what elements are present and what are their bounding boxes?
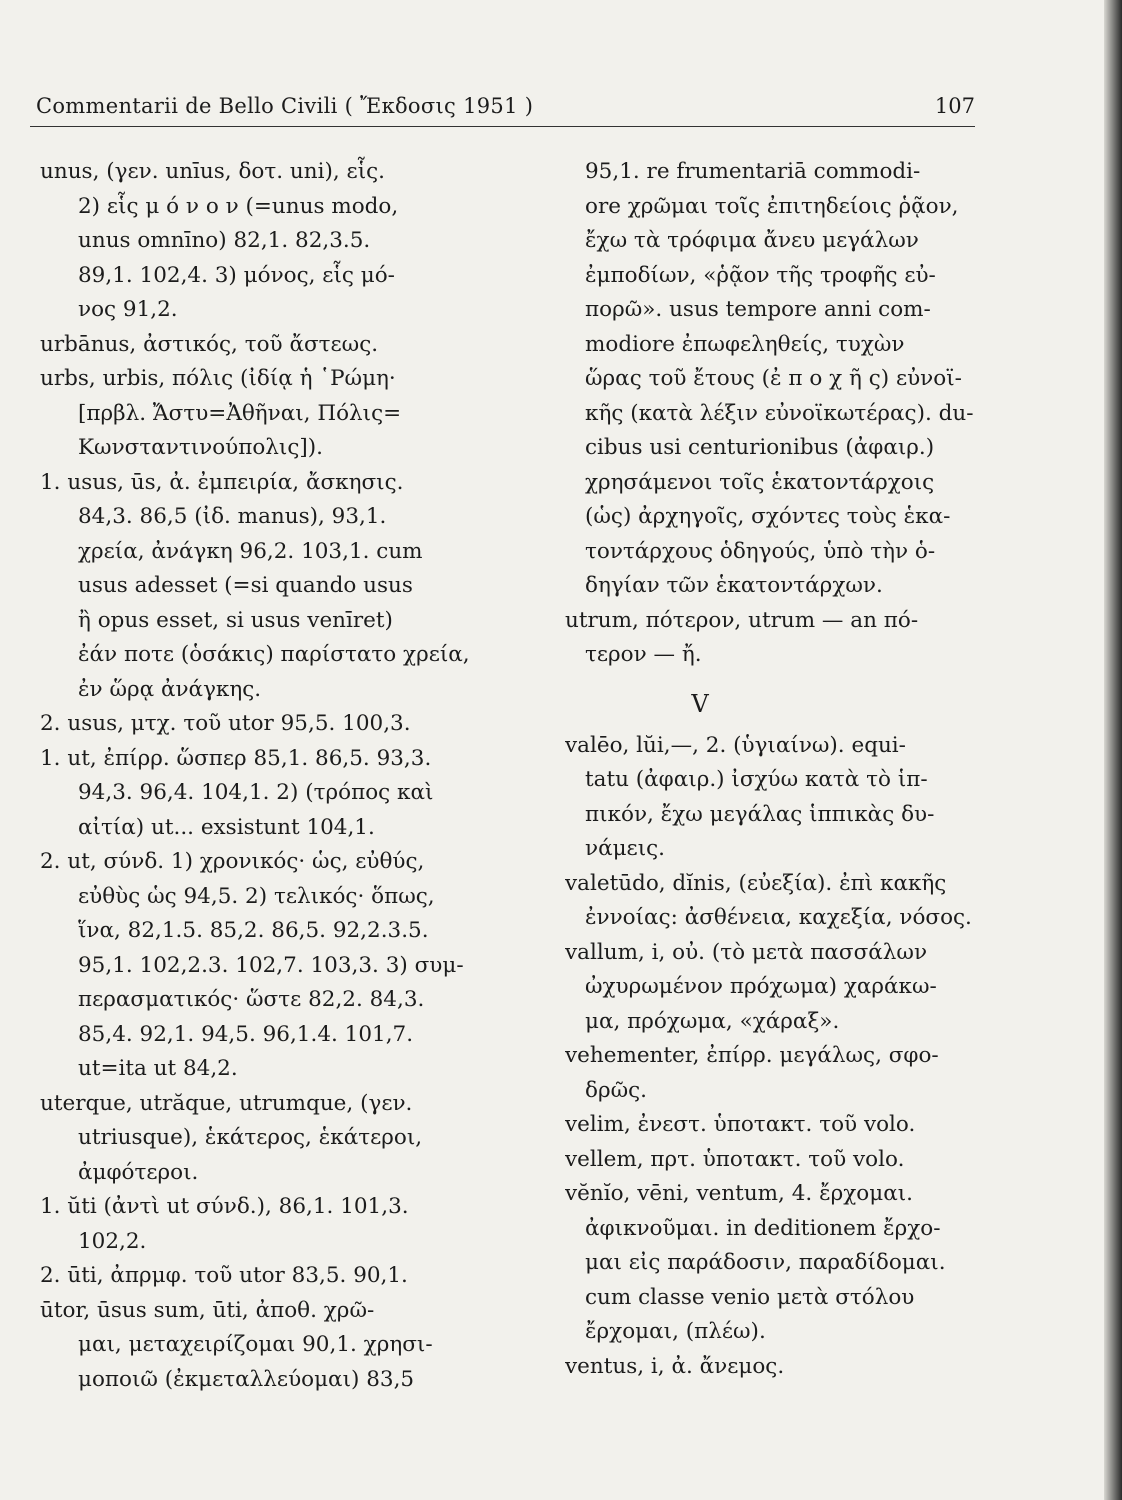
entry-continuation-line: δηγίαν τῶν ἑκατοντάρχων.: [585, 573, 883, 598]
entry-continuation-line: μαι, μεταχειρίζομαι 90,1. χρησι-: [78, 1332, 433, 1357]
right-column-v-entries: [565, 729, 985, 1385]
header-title: Commentarii de Bello Civili ( Ἔκδοσις 1951 ): [36, 94, 534, 118]
entry-continuation-line: μα, πρόχωμα, «χάραξ».: [585, 1008, 840, 1034]
right-column-entries: [565, 155, 985, 673]
entry-headword-line: vĕnĭo, vēni, ventum, 4. ἔρχομαι.: [565, 1181, 913, 1206]
entry-continuation-line: ἐννοίας: ἀσθένεια, καχεξία, νόσος.: [585, 905, 972, 930]
entry-headword-line: valetūdo, dĭnis, (εὐεξία). ἐπὶ κακῆς: [565, 870, 947, 896]
entry-headword-line: unus, (γεν. unīus, δοτ. uni), εἷς.: [40, 159, 385, 184]
page-number: 107: [934, 94, 975, 118]
entry-continuation-line: ut=ita ut 84,2.: [78, 1056, 238, 1081]
entry-headword-line: ūtor, ūsus sum, ūti, ἀποθ. χρῶ-: [40, 1297, 375, 1323]
entry-continuation-line: χρεία, ἀνάγκη 96,2. 103,1. cum: [78, 538, 423, 564]
entry-continuation-line: ὠχυρωμένον πρόχωμα) χαράκω-: [585, 974, 937, 999]
entry-continuation-line: unus omnīno) 82,1. 82,3.5.: [78, 228, 371, 253]
entry-continuation-line: 84,3. 86,5 (ἰδ. manus), 93,1.: [78, 504, 387, 529]
entry-continuation-line: εὐθὺς ὡς 94,5. 2) τελικός· ὅπως,: [78, 883, 435, 909]
entry-continuation-line: Κωνσταντινούπολις]).: [78, 435, 324, 460]
left-column: [40, 155, 530, 1397]
entry-continuation-line: ἀφικνοῦμαι. in deditionem ἔρχο-: [585, 1215, 941, 1241]
entry-continuation-line: cibus usi centurionibus (ἀφαιρ.): [585, 435, 935, 460]
entry-headword-line: urbs, urbis, πόλις (ἰδίᾳ ἡ ῾Ρώμη·: [40, 366, 396, 391]
entry-continuation-line: περασματικός· ὥστε 82,2. 84,3.: [78, 987, 425, 1012]
entry-continuation-line: μοποιῶ (ἐκμεταλλεύομαι) 83,5: [78, 1366, 415, 1392]
entry-continuation-line: 94,3. 96,4. 104,1. 2) (τρόπος καὶ: [78, 780, 434, 805]
entry-headword-line: 2. ut, σύνδ. 1) χρονικός· ὡς, εὐθύς,: [40, 849, 425, 874]
entry-continuation-line: νος 91,2.: [78, 297, 178, 322]
entry-continuation-line: ore χρῶμαι τοῖς ἐπιτηδείοις ῥᾷον,: [585, 193, 959, 219]
entry-headword-line: 1. usus, ūs, ἀ. ἐμπειρία, ἄσκησις.: [40, 469, 404, 495]
entry-continuation-line: 89,1. 102,4. 3) μόνος, εἷς μό-: [78, 262, 395, 288]
entry-continuation-line: 95,1. 102,2.3. 102,7. 103,3. 3) συμ-: [78, 952, 464, 978]
entry-continuation-line: δρῶς.: [585, 1077, 647, 1103]
entry-headword-line: 2. usus, μτχ. τοῦ utor 95,5. 100,3.: [40, 711, 411, 736]
entry-continuation-line: κῆς (κατὰ λέξιν εὐνοϊκωτέρας). du-: [585, 400, 974, 426]
entry-headword-line: vehementer, ἐπίρρ. μεγάλως, σφο-: [565, 1043, 939, 1068]
entry-continuation-line: ἐμποδίων, «ῥᾷον τῆς τροφῆς εὐ-: [585, 262, 936, 288]
page-edge-shadow: [1104, 0, 1122, 1500]
entry-continuation-line: μαι εἰς παράδοσιν, παραδίδομαι.: [585, 1250, 946, 1275]
entry-continuation-line: ὥρας τοῦ ἔτους (ἐ π ο χ ῆ ς) εὐνοϊ-: [585, 366, 962, 391]
entry-continuation-line: νάμεις.: [585, 836, 666, 861]
entry-headword-line: vallum, i, οὐ. (τὸ μετὰ πασσάλων: [565, 939, 928, 965]
entry-continuation-line: tatu (ἀφαιρ.) ἰσχύω κατὰ τὸ ἱπ-: [585, 767, 928, 792]
entry-continuation-line: ἐν ὥρᾳ ἀνάγκης.: [78, 676, 262, 702]
entry-headword-line: velim, ἐνεστ. ὑποτακτ. τοῦ volo.: [565, 1112, 916, 1137]
right-column: [565, 155, 985, 1384]
entry-continuation-line: utriusque), ἑκάτερος, ἑκάτεροι,: [78, 1125, 423, 1150]
entry-headword-line: valēo, lŭi,—, 2. (ὑγιαίνω). equi-: [565, 732, 906, 758]
entry-headword-line: 2. ūti, ἀπρμφ. τοῦ utor 83,5. 90,1.: [40, 1263, 408, 1288]
entry-continuation-line: τοντάρχους ὁδηγούς, ὑπὸ τὴν ὁ-: [585, 538, 936, 564]
entry-headword-line: 1. ut, ἐπίρρ. ὥσπερ 85,1. 86,5. 93,3.: [40, 745, 432, 771]
entry-continuation-line: (ὡς) ἀρχηγοῖς, σχόντες τοὺς ἑκα-: [585, 504, 951, 529]
entry-continuation-line: ἐάν ποτε (ὁσάκις) παρίστατο χρεία,: [78, 642, 470, 667]
entry-headword-line: ventus, i, ἀ. ἄνεμος.: [565, 1353, 785, 1379]
section-letter-v: V: [691, 689, 709, 718]
entry-headword-line: 1. ŭti (ἀντὶ ut σύνδ.), 86,1. 101,3.: [40, 1194, 409, 1219]
entry-headword-line: vellem, πρτ. ὑποτακτ. τοῦ volo.: [565, 1146, 905, 1172]
entry-continuation-line: 102,2.: [78, 1228, 147, 1254]
entry-continuation-line: αἰτία) ut... exsistunt 104,1.: [78, 814, 375, 840]
entry-continuation-line: χρησάμενοι τοῖς ἑκατοντάρχοις: [585, 469, 935, 495]
entry-continuation-line: usus adesset (=si quando usus: [78, 573, 413, 598]
running-header: [30, 90, 975, 127]
entry-continuation-line: ἀμφότεροι.: [78, 1159, 199, 1185]
entry-continuation-line: [πρβλ. Ἄστυ=Ἀθῆναι, Πόλις=: [78, 400, 402, 426]
entry-continuation-line: πικόν, ἔχω μεγάλας ἱππικὰς δυ-: [585, 801, 935, 827]
entry-headword-line: uterque, utrăque, utrumque, (γεν.: [40, 1090, 413, 1116]
entry-continuation-line: cum classe venio μετὰ στόλου: [585, 1284, 915, 1310]
entry-continuation-line: 2) εἷς μ ό ν ο ν (=unus modo,: [78, 193, 399, 219]
entry-headword-line: utrum, πότερον, utrum — an πό-: [565, 607, 919, 633]
entry-continuation-line: ἔχω τὰ τρόφιμα ἄνευ μεγάλων: [585, 228, 919, 253]
entry-continuation-line: 95,1. re frumentariā commodi-: [585, 159, 921, 184]
entry-continuation-line: ἔρχομαι, (πλέω).: [585, 1319, 766, 1344]
entry-continuation-line: πορῶ». usus tempore anni com-: [585, 297, 931, 322]
entry-continuation-line: 85,4. 92,1. 94,5. 96,1.4. 101,7.: [78, 1021, 414, 1047]
entry-headword-line: urbānus, ἀστικός, τοῦ ἄστεως.: [40, 331, 379, 357]
entry-continuation-line: modiore ἐπωφεληθείς, τυχὼν: [585, 331, 905, 357]
entry-continuation-line: ἵνα, 82,1.5. 85,2. 86,5. 92,2.3.5.: [78, 918, 429, 943]
entry-continuation-line: ἢ opus esset, si usus venīret): [78, 607, 393, 633]
entry-continuation-line: τερον — ἤ.: [585, 642, 702, 667]
